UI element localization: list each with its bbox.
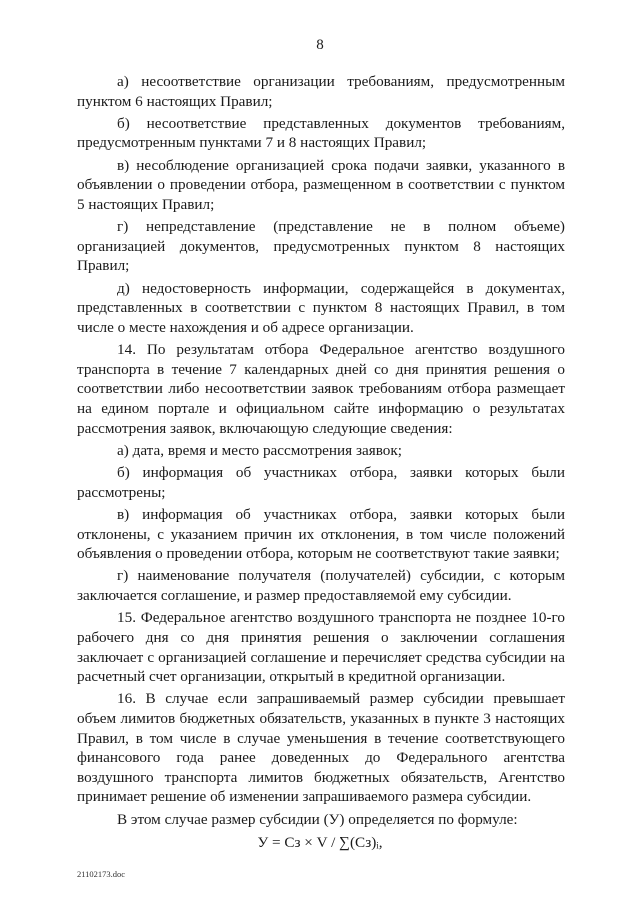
- paragraph-formula-intro: В этом случае размер субсидии (У) определяется по формуле:: [117, 810, 518, 828]
- document-body: [77, 72, 565, 832]
- paragraph-recipient-name: г) наименование получателя (получателей) субсидии, с которым заключается соглашение, и размер предоставляемой ему субсидии.: [77, 567, 565, 605]
- footer-file-name: 21102173.doc: [77, 869, 126, 879]
- paragraph-review-date: а) дата, время и место рассмотрения заявок;: [117, 441, 402, 459]
- paragraph-clause-15: 15. Федеральное агентство воздушного транспорта не позднее 10-го рабочего дня со дня принятия решения о заключении соглашения заключает с организацией соглашение и перечисляет средства субсидии на расчетный счет организации, открытый в кредитной организации.: [77, 609, 565, 686]
- subsidy-formula: У = Сз × V / ∑(Сз)ᵢ,: [257, 834, 383, 851]
- page-number: 8: [316, 37, 324, 53]
- paragraph-rejected-participants: в) информация об участниках отбора, заявки которых были отклонены, с указанием причин их отклонения, в том числе положений объявления о проведении отбора, которым не соответствуют такие заявки;: [77, 505, 565, 563]
- paragraph-documents-mismatch: б) несоответствие представленных документов требованиям, предусмотренным пунктами 7 и 8 настоящих Правил;: [77, 114, 565, 152]
- paragraph-documents-missing: г) непредставление (представление не в полном объеме) организацией документов, предусмотренных пунктом 8 настоящих Правил;: [77, 218, 565, 275]
- paragraph-requirement-mismatch: а) несоответствие организации требованиям, предусмотренным пунктом 6 настоящих Правил;: [77, 73, 565, 110]
- paragraph-clause-14: 14. По результатам отбора Федеральное агентство воздушного транспорта в течение 7 календарных дней со дня принятия решения о соответствии либо несоответствии заявок требованиям отбора размещает на едином портале и официальном сайте информацию о результатах рассмотрения заявок, включающую следующие сведения:: [77, 341, 565, 437]
- paragraph-reviewed-participants: б) информация об участниках отбора, заявки которых были рассмотрены;: [77, 464, 565, 501]
- paragraph-clause-16: 16. В случае если запрашиваемый размер субсидии превышает объем лимитов бюджетных обязательств, указанных в пункте 3 настоящих Правил, в том числе в случае уменьшения в течение соответствующего финансового года ранее доведенных до Федерального агентства воздушного транспорта лимитов бюджетных обязательств, Агентство принимает решение об изменении запрашиваемого размера субсидии.: [77, 690, 565, 806]
- paragraph-deadline-violation: в) несоблюдение организацией срока подачи заявки, указанного в объявлении о проведении отбора, размещенном в соответствии с пунктом 5 настоящих Правил;: [77, 156, 565, 213]
- paragraph-unreliable-info: д) недостоверность информации, содержащейся в документах, представленных в соответствии с пунктом 8 настоящих Правил, в том числе о месте нахождения и об адресе организации.: [77, 279, 565, 336]
